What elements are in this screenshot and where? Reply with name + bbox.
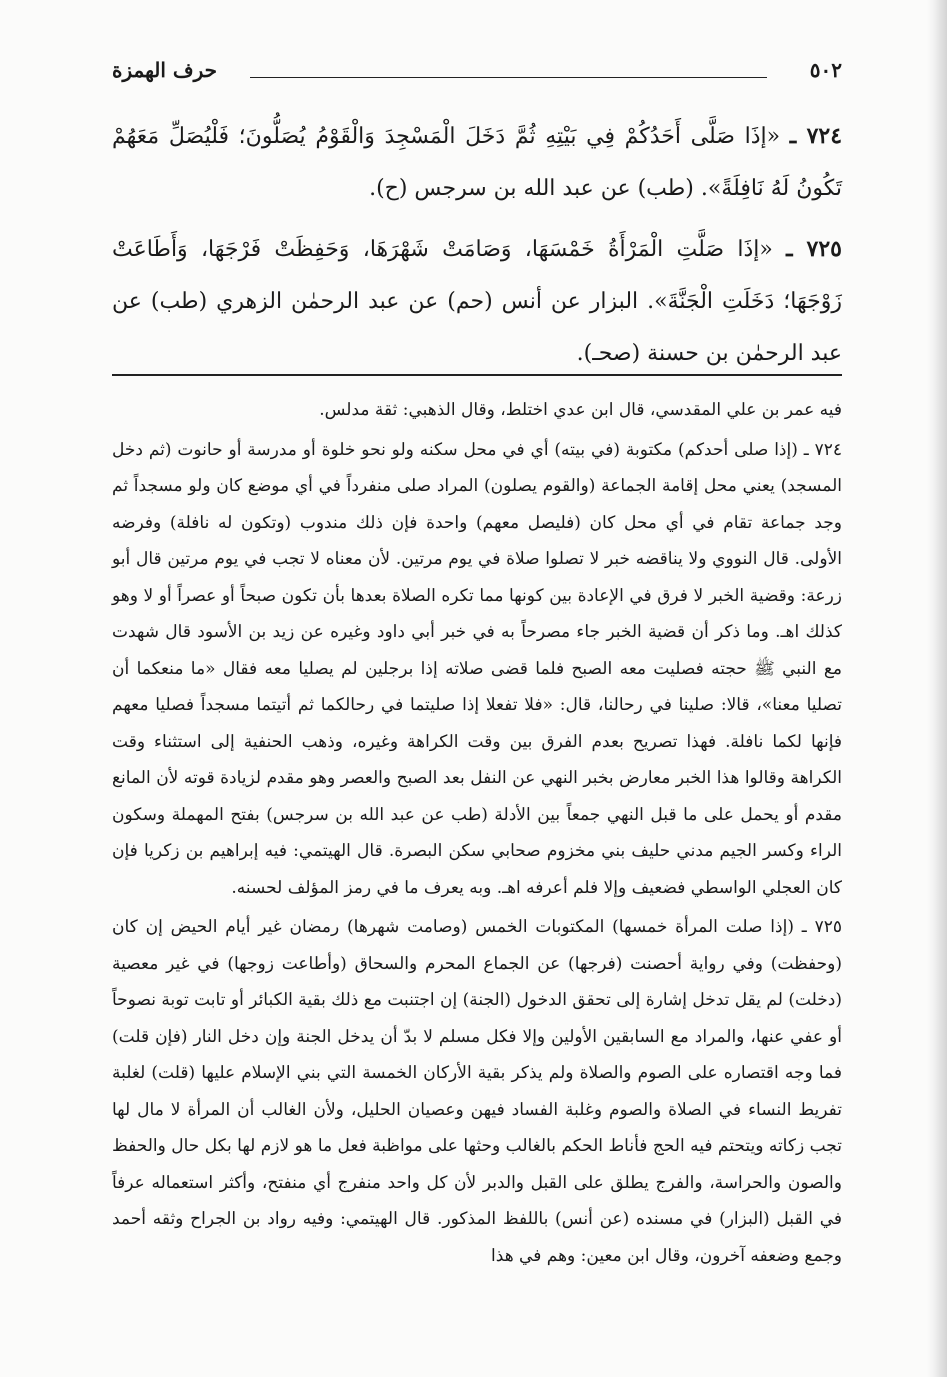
hadith-text: «إذَا صَلَّى أَحَدُكُمْ فِي بَيْتِهِ ثُمَّ دَخَلَ الْمَسْجِدَ وَالْقَوْمُ يُصَلُّونَ؛ فَلْيُصَلِّ مَعَهُمْ تَكُونُ لَهُ نَافِلَةً». (طب) عن عبد الله بن سرجس (ح). xyxy=(112,124,842,201)
commentary-paragraph: فيه عمر بن علي المقدسي، قال ابن عدي اختلط، وقال الذهبي: ثقة مدلس. xyxy=(319,400,842,420)
page-header xyxy=(112,58,842,92)
hadith-number: ٧٢٤ ـ xyxy=(789,123,843,149)
hadith-entry xyxy=(112,223,842,380)
page-spine-shadow xyxy=(927,0,947,1377)
hadith-text: «إذَا صَلَّتِ الْمَرْأَةُ خَمْسَهَا، وَصَامَتْ شَهْرَهَا، وَحَفِظَتْ فَرْجَهَا، وَأَطَاعَتْ زَوْجَهَا؛ دَخَلَتِ الْجَنَّةَ». البزار عن أنس (حم) عن عبد الرحمٰن الزهري (طب) عن عبد الرحمٰن بن حسنة (صحـ). xyxy=(112,237,842,366)
hadith-number: ٧٢٥ ـ xyxy=(786,236,842,262)
section-separator xyxy=(112,374,842,376)
hadith-text-section xyxy=(112,110,842,388)
header-rule xyxy=(250,77,767,78)
page-number: ٥٠٢ xyxy=(809,58,842,82)
commentary-paragraph: ٧٢٥ ـ (إذا صلت المرأة خمسها) المكتوبات الخمس (وصامت شهرها) رمضان غير أيام الحيض إن كان (وحفظت) وفي رواية أحصنت (فرجها) عن الجماع المحرم والسحاق (وأطاعت زوجها) في غير معصية (دخلت) لم يقل تدخل إشارة إلى تحقق الدخول (الجنة) إن اجتنبت مع ذلك بقية الكبائر أو تابت توبة نصوحاً أو عفي عنها، والمراد مع السابقين الأولين وإلا فكل مسلم لا بدّ أن يدخل الجنة وإن دخل النار (فإن قلت) فما وجه اقتصاره على الصوم والصلاة ولم يذكر بقية الأركان الخمسة التي بني الإسلام عليها (قلت) لغلبة تفريط النساء في الصلاة والصوم وغلبة الفساد فيهن وعصيان الحليل، ولأن الغالب أن المرأة لا مال لها تجب زكاته ويتحتم فيه الحج فأناط الحكم بالغالب وحثها على مواظبة فعل ما هو لازم لها بكل حال والحفظ والصون والحراسة، والفرج يطلق على القبل والدبر لأن كل واحد منفرج أي منفتح، وأكثر استعماله عرفاً في القبل (البزار) في مسنده (عن أنس) باللفظ المذكور. قال الهيتمي: وفيه رواد بن الجراح وثقه أحمد وجمع وضعفه آخرون، وقال ابن معين: وهم في هذا xyxy=(112,917,842,1266)
hadith-entry xyxy=(112,110,842,215)
commentary-section xyxy=(112,392,842,1277)
commentary-paragraph: ٧٢٤ ـ (إذا صلى أحدكم) مكتوبة (في بيته) أي في محل سكنه ولو نحو خلوة أو مدرسة أو حانوت (ثم دخل المسجد) يعني محل إقامة الجماعة (والقوم يصلون) المراد صلى منفرداً في أي موضع كان ولو مسجداً ثم وجد جماعة تقام في أي محل كان (فليصل معهم) واحدة فإن ذلك مندوب (وتكون له نافلة) وفرضه الأولى. قال النووي ولا يناقضه خبر لا تصلوا صلاة في يوم مرتين. لأن معناه لا تجب في يوم مرتين قال أبو زرعة: وقضية الخبر لا فرق في الإعادة بين كونها مما تكره الصلاة بعدها بأن تكون صبحاً أو عصراً أو لا وهو كذلك اهـ. وما ذكر أن قضية الخبر جاء مصرحاً به في خبر أبي داود وغيره عن زيد بن الأسود قال شهدت مع النبي ﷺ حجته فصليت معه الصبح فلما قضى صلاته إذا برجلين لم يصليا معه فقال «ما منعكما أن تصليا معنا»، قالا: صلينا في رحالنا، قال: «فلا تفعلا إذا صليتما في رحالكما ثم أتيتما مسجداً فصليا معهم فإنها لكما نافلة. فهذا تصريح بعدم الفرق بين وقت الكراهة وغيره، وذهب الحنفية إلى استثناء وقت الكراهة وقالوا هذا الخبر معارض بخبر النهي عن النفل بعد الصبح والعصر وهو مقدم لزيادة قوته لأن المانع مقدم أو يحمل على ما قبل النهي جمعاً بين الأدلة (طب عن عبد الله بن سرجس) بفتح المهملة وسكون الراء وكسر الجيم مدني حليف بني مخزوم صحابي سكن البصرة. قال الهيتمي: فيه إبراهيم بن زكريا فإن كان العجلي الواسطي فضعيف وإلا فلم أعرفه اهـ. وبه يعرف ما في رمز المؤلف لحسنه. xyxy=(112,439,842,898)
running-title: حرف الهمزة xyxy=(112,58,218,82)
